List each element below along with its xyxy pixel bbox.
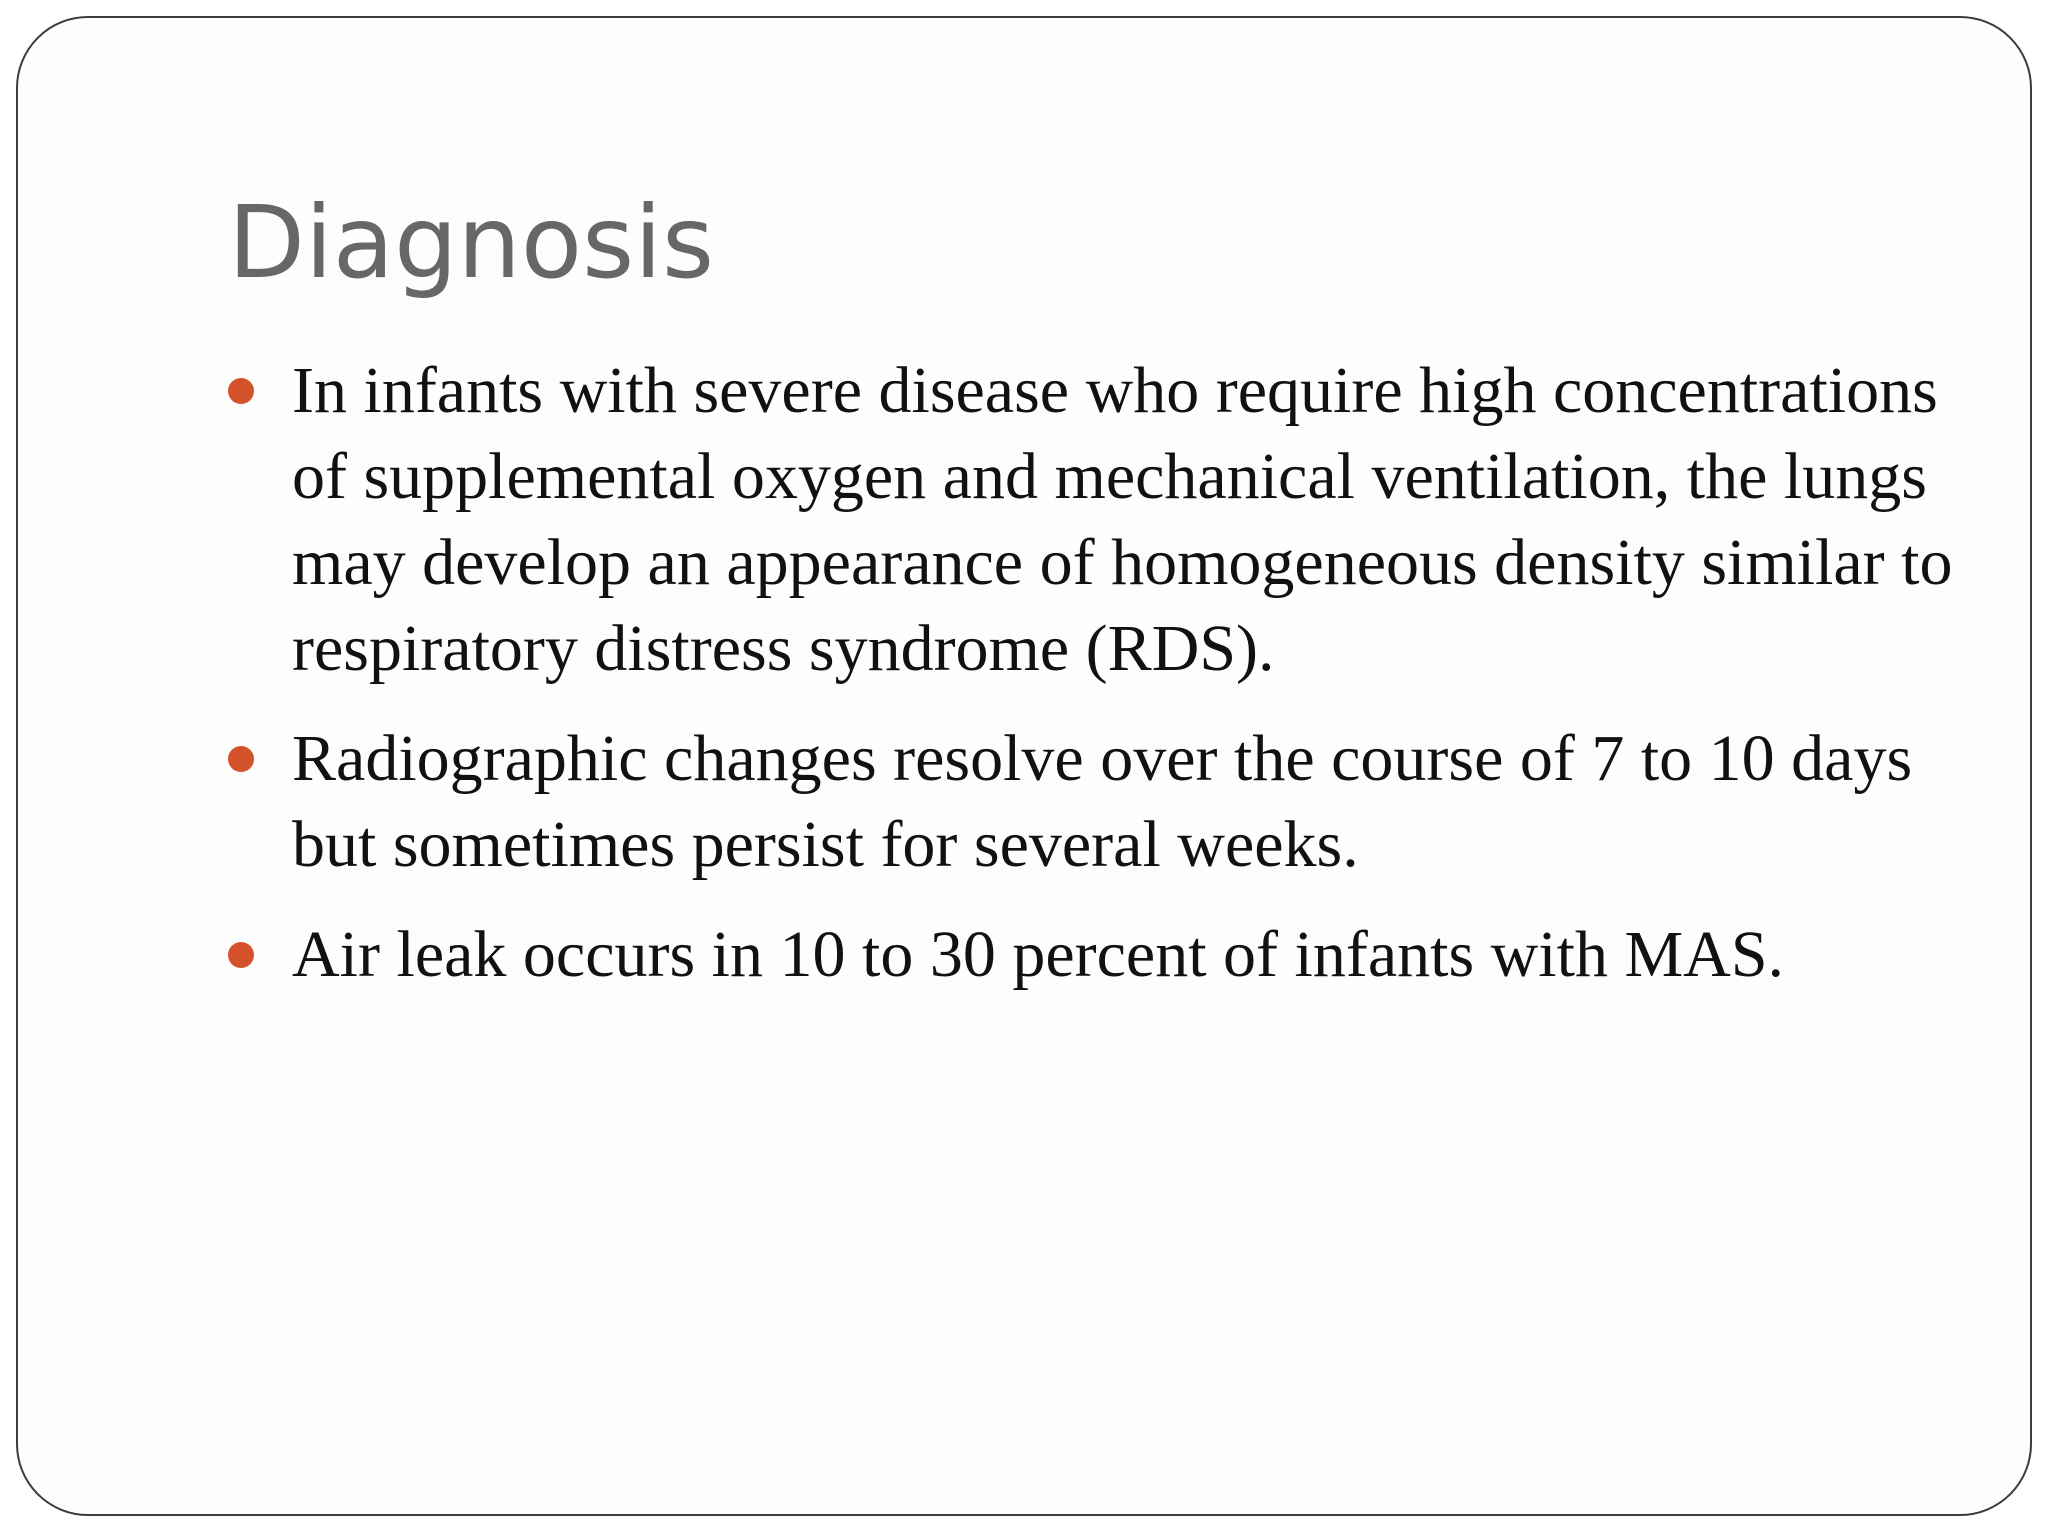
bullet-dot-icon (228, 378, 254, 404)
bullet-item (228, 716, 1988, 888)
slide-title: Diagnosis (228, 184, 715, 301)
bullet-item (228, 912, 1988, 998)
bullet-text: In infants with severe disease who require high concentrations of supplemental oxygen and mechanical ventilation, the lungs may develop an appearance of homogeneous density similar to respiratory distress syndrome (RDS). (292, 354, 1953, 685)
slide (16, 16, 2032, 1516)
bullet-text: Radiographic changes resolve over the course of 7 to 10 days but sometimes persist for several weeks. (292, 722, 1913, 881)
bullet-dot-icon (228, 942, 254, 968)
bullet-dot-icon (228, 746, 254, 772)
bullet-item (228, 348, 1988, 692)
bullet-text: Air leak occurs in 10 to 30 percent of infants with MAS. (292, 918, 1785, 991)
bullet-list (228, 348, 1988, 1022)
